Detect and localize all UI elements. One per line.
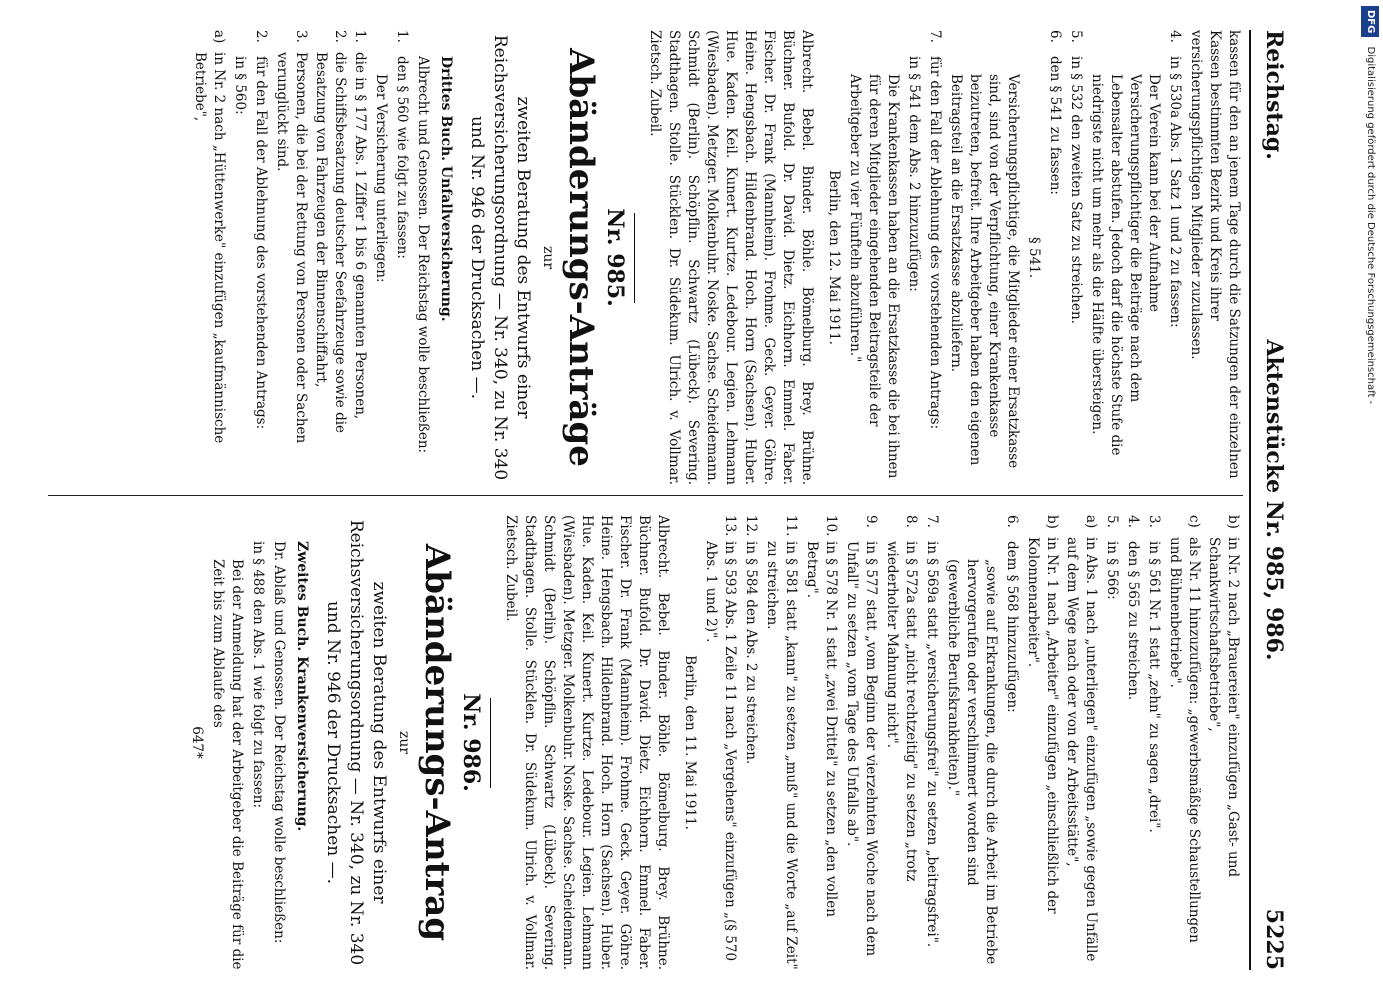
list-item	[1102, 515, 1121, 970]
item-text: dem § 568 hinzuzufügen:	[1004, 541, 1020, 713]
item-text: den § 541 zu fassen:	[1047, 56, 1063, 195]
item-number: 6.	[1047, 30, 1063, 43]
item-text: für den Fall der Ablehnung des vorstehenden Antrags:	[927, 56, 943, 430]
item-text: „sowie auf Erkrankungen, die durch die Arbeit im Betriebe hervorgerufen oder verschlimmert worden sind (gewerbliche Berufskrankheiten)."	[945, 559, 999, 965]
stamp-text: Digitalisierung gefördert durch die Deutsche Forschungsgemeinschaft -	[1365, 46, 1376, 405]
column-divider	[48, 495, 1243, 496]
item-text: in § 532 den zweiten Satz zu streichen.	[1068, 56, 1084, 324]
paragraph-text: Versicherungspflichtige, die Mitglieder einer Ersatzkasse sind, sind von der Verpflichtung, einer Krankenkasse beizutreten, befreit. Ihre Arbeitgeber haben den eigenen Beitragsteil an die Ersatzkasse abzuliefern.	[948, 74, 1021, 469]
section-heading: Drittes Buch. Unfallversicherung.	[438, 56, 454, 322]
item-number: b)	[1225, 515, 1241, 529]
item-text: in § 561 Nr. 1 statt „zehn" zu sagen „drei".	[1146, 541, 1162, 833]
item-text: in Nr. 2 nach „Hüttenwerke" einzufügen „kaufmännische Betriebe",	[192, 52, 227, 444]
list-item	[925, 30, 944, 485]
item-number: 7.	[927, 30, 943, 43]
item-number: 7.	[924, 515, 940, 528]
signatures: Albrecht. Bebel. Binder. Böhle. Bömelburg. Brey. Brühne. Büchner. Bufold. Dr. David. Dietz. Eichhorn. Emmel. Faber. Fischer. Dr. Frank (Mannheim). Frohme. Geck. Geyer. Göhre. Heine. Hengsbach. Hildenbrand. Hoch. Horn (Sachsen). Huber. Hue. Kaden. Keil. Kunert. Kurtze. Ledebour. Legien. Lehmann (Wiesbaden). Metzger. Molkenbuhr. Noske. Sachse. Scheidemann. Schmidt (Berlin). Schöpflin. Schwartz (Lübeck). Severing. Stadthagen. Stolle. Stücklen. Dr. Südekum. Ulrich. v. Vollmar. Zietsch. Zubeil.	[503, 515, 671, 970]
movers-line: Albrecht und Genossen. Der Reichstag wolle beschließen:	[415, 56, 431, 454]
item-number: 2.	[332, 30, 348, 43]
list-item	[762, 515, 800, 970]
list-item	[741, 515, 760, 970]
list-item	[1045, 30, 1064, 485]
sub-item-text: Die Krankenkassen haben an die Ersatzkasse die bei ihnen für deren Mitglieder eingehenden Beitragsteile der Arbeitgeber zu vier Fünfteln abzuführen."	[847, 74, 901, 479]
item-number: c)	[1186, 515, 1202, 528]
item-number: 9.	[863, 515, 879, 528]
item-number: 4.	[1167, 30, 1183, 43]
item-number: 1.	[352, 30, 368, 43]
item-number: b)	[1044, 515, 1060, 529]
divider-rule	[634, 213, 635, 303]
list-item	[1123, 515, 1142, 970]
document-topic: zweiten Beratung des Entwurfs einer Reichsversicherungsordnung — Nr. 340, zu Nr. 340 und Nr. 946 der Drucksachen —.	[323, 519, 389, 966]
intro-text: kassen für den an jenem Tage durch die Satzungen der einzelnen Kassen bestimmten Bezirk und Kreis ihrer versicherungspflichtigen Mitglieder zuzulassen.	[1188, 30, 1242, 479]
header-center: Aktenstücke Nr. 985, 986.	[1261, 339, 1287, 661]
list-item	[701, 515, 739, 970]
item-number: 13.	[722, 515, 738, 537]
zur-label: zur	[540, 245, 556, 270]
list-item	[1023, 515, 1061, 970]
list-item	[190, 30, 228, 485]
page-marker: 647*	[189, 726, 205, 759]
signatures: Albrecht. Bebel. Binder. Böhle. Bömelburg. Brey. Brühne. Büchner. Bufold. Dr. David. Dietz. Eichhorn. Emmel. Faber. Fischer. Dr. Frank (Mannheim). Frohme. Geck. Geyer. Göhre. Heine. Hengsbach. Hildenbrand. Hoch. Horn (Sachsen). Huber. Hue. Kaden. Keil. Kunert. Kurtze. Ledebour. Legien. Lehmann (Wiesbaden). Metzger. Molkenbuhr. Noske. Sachse. Scheidemann. Schmidt (Berlin). Schöpflin. Schwartz (Lübeck). Severing. Stadthagen. Stolle. Stücklen. Dr. Südekum. Ulrich. v. Vollmar. Zietsch. Zubeil.	[647, 30, 815, 485]
list-item	[1062, 515, 1100, 970]
list-item	[311, 30, 349, 485]
date-line: Berlin, den 11. Mai 1911.	[682, 655, 698, 830]
document-title: Abänderungs-Antrag	[417, 543, 457, 942]
sub-item: in § 541 dem Abs. 2 hinzuzufügen:	[906, 56, 922, 292]
list-item	[842, 515, 880, 970]
item-text: in § 566:	[1104, 541, 1120, 600]
list-item	[230, 30, 249, 485]
item-number: a)	[1083, 515, 1099, 529]
list-item	[248, 515, 267, 970]
date-line: Berlin, den 12. Mai 1911.	[826, 170, 842, 345]
list-item	[1066, 30, 1085, 485]
zur-label: zur	[396, 730, 412, 755]
list-item	[943, 515, 1000, 970]
item-text: den § 560 wie folgt zu fassen:	[394, 56, 410, 259]
page-number: 5225	[1261, 908, 1287, 970]
item-text: die in § 177 Abs. 1 Ziffer 1 bis 6 genannten Personen,	[352, 52, 368, 420]
item-text: Der Versicherung unterliegen:	[373, 74, 389, 283]
item-number: 10.	[823, 515, 839, 537]
header-left: Reichstag.	[1261, 30, 1287, 160]
item-text: den § 565 zu streichen.	[1125, 541, 1141, 701]
dfg-badge: DFG	[1361, 6, 1379, 37]
list-item	[1165, 515, 1203, 970]
item-number: 1.	[394, 30, 410, 43]
item-text: die Schiffsbesatzung deutscher Seefahrzeuge sowie die Besatzung von Fahrzeugen der Binnenschiffahrt,	[313, 52, 348, 434]
left-column	[189, 30, 1243, 485]
list-item	[1002, 515, 1021, 970]
movers-line: Dr. Ablaß und Genossen. Der Reichstag wolle beschließen:	[271, 541, 287, 944]
digitization-stamp	[1361, 6, 1379, 994]
list-item	[1144, 515, 1163, 970]
item-number: 5.	[1104, 515, 1120, 528]
item-text: in § 577 statt „vom Beginn der vierzehnten Woche nach dem Unfall" zu setzen „vom Tage des Unfalls ab".	[844, 541, 879, 957]
list-item	[272, 30, 310, 485]
list-item	[1204, 515, 1242, 970]
item-text: in § 584 den Abs. 2 zu streichen.	[743, 541, 759, 765]
item-number: 4.	[1125, 515, 1141, 528]
right-column	[187, 515, 1243, 970]
item-text: Bei der Anmeldung hat der Arbeitgeber die Beiträge für die Zeit bis zum Ablaufe des	[210, 559, 245, 970]
document-number: Nr. 985.	[602, 208, 628, 307]
item-number: 12.	[743, 515, 759, 537]
item-number: a)	[211, 30, 227, 44]
list-item	[922, 515, 941, 970]
list-item	[1087, 30, 1163, 485]
list-item	[251, 30, 270, 485]
item-text: Personen, die bei der Rettung von Personen oder Sachen verunglückt sind.	[274, 52, 309, 444]
item-text: in § 581 statt „kann" zu setzen „muß" und die Worte „auf Zeit" zu streichen.	[764, 541, 799, 970]
item-text: in Abs. 1 nach „unterliegen" einzufügen „sowie gegen Unfälle auf dem Wege nach oder von der Arbeitsstätte",	[1064, 537, 1099, 962]
document-title: Abänderungs-Anträge	[561, 48, 601, 467]
item-number: 11.	[783, 515, 799, 537]
item-text: in § 578 Nr. 1 statt „zwei Drittel" zu setzen „den vollen Betrag".	[804, 541, 839, 917]
item-text: Der Verein kann bei der Aufnahme Versicherungspflichtiger die Beiträge nach dem Lebensalter abstufen. Jedoch darf die höchste Stufe die niedrigste nicht um mehr als die Hälfte übersteigen.	[1089, 74, 1162, 456]
document-number: Nr. 986.	[458, 693, 484, 792]
item-text: in § 560:	[232, 56, 248, 115]
item-number: 3.	[293, 30, 309, 43]
item-text: in § 488 den Abs. 1 wie folgt zu fassen:	[250, 541, 266, 808]
section-heading: Zweites Buch. Krankenversicherung.	[294, 541, 310, 832]
page-header	[1249, 30, 1295, 970]
item-number: 2.	[253, 30, 269, 43]
paragraph-heading: § 541.	[1026, 236, 1042, 279]
item-text: in Nr. 2 nach „Brauereien" einzufügen „Gast- und Schankwirtschaftsbetriebe",	[1206, 537, 1241, 878]
list-item	[802, 515, 840, 970]
divider-rule	[490, 698, 491, 788]
list-item	[208, 515, 246, 970]
item-text: als Nr. 11 hinzuzufügen: „gewerbsmäßige Schaustellungen und Bühnenbetriebe".	[1167, 537, 1202, 943]
item-number: 5.	[1068, 30, 1084, 43]
item-number: 6.	[1004, 515, 1020, 528]
document-topic: zweiten Beratung des Entwurfs einer Reichsversicherungsordnung — Nr. 340, zu Nr. 340 und Nr. 946 der Drucksachen —.	[467, 34, 533, 481]
item-text: in Nr. 1 nach „Arbeiter" einzufügen „einschließlich der Kolonnenarbeiter".	[1025, 537, 1060, 914]
item-text: in § 569a statt „versicherungsfrei" zu setzen „beitragsfrei".	[924, 541, 940, 948]
item-text: in § 593 Abs. 1 Zeile 11 nach „Vergehens" einzufügen „(§ 570 Abs. 1 und 2)".	[703, 541, 738, 962]
item-number: 8.	[903, 515, 919, 528]
item-number: 3.	[1146, 515, 1162, 528]
list-item	[350, 30, 369, 485]
list-item	[371, 30, 390, 485]
list-item	[882, 515, 920, 970]
list-item	[1165, 30, 1184, 485]
item-text: in § 530a Abs. 1 Satz 1 und 2 zu fassen:	[1167, 56, 1183, 328]
item-text: für den Fall der Ablehnung des vorstehenden Antrags:	[253, 56, 269, 430]
list-item	[392, 30, 411, 485]
item-text: in § 572a statt „nicht rechtzeitig" zu setzen „trotz wiederholter Mahnung nicht".	[884, 541, 919, 882]
